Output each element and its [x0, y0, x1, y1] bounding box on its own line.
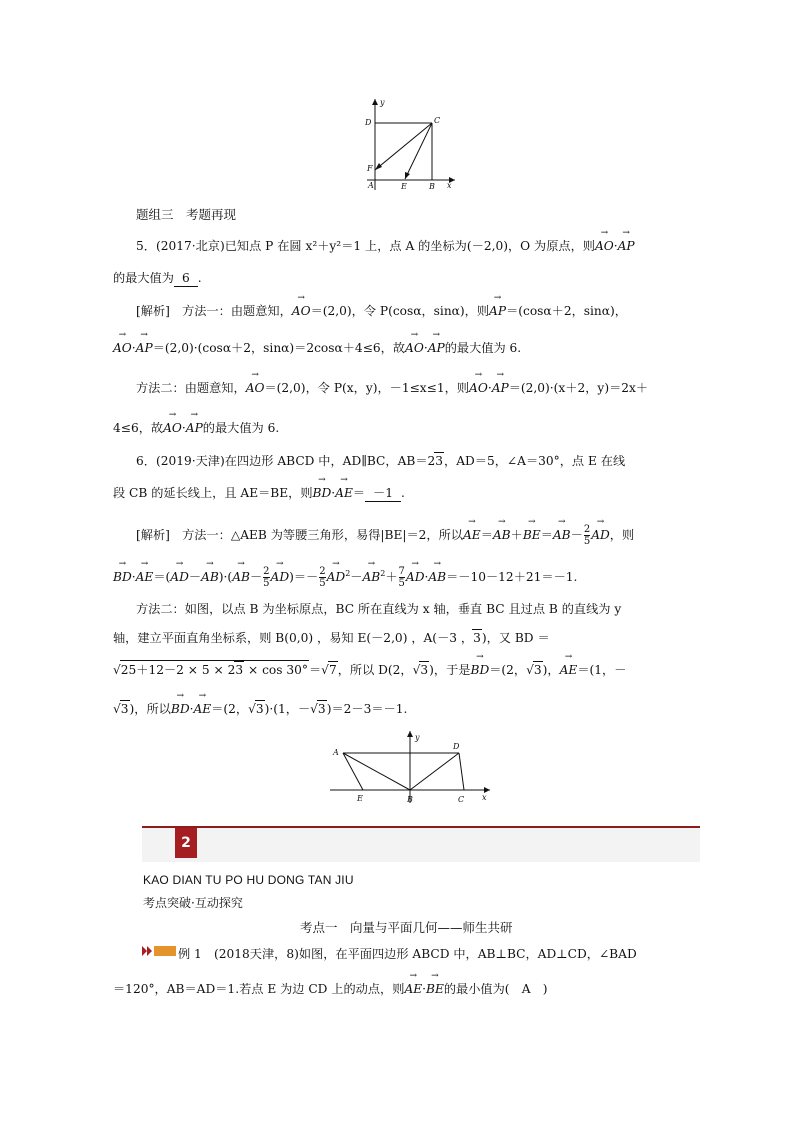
- fig2-label-A: A: [333, 748, 339, 757]
- fig1-label-A: A: [368, 181, 374, 190]
- fig2-label-C: C: [458, 795, 465, 804]
- fig2-label-E: E: [357, 794, 363, 803]
- section-title-cn: 考点突破·互动探究: [143, 896, 243, 910]
- q6-line1: 6．(2019·天津)在四边形 ABCD 中，AD∥BC，AB＝23，AD＝5，∠A＝30°，点 E 在线: [136, 454, 626, 468]
- example1-line2: ＝120°，AB＝AD＝1.若点 E 为边 CD 上的动点，则→ AE·→ BE的最小值为( A ): [113, 981, 548, 997]
- q5-line1: 5．(2017·北京)已知点 P 在圆 x²＋y²＝1 上，点 A 的坐标为(－2,0)，O 为原点，则→ AO·→ AP: [136, 238, 635, 254]
- fig1-label-x: x: [447, 181, 452, 190]
- fig1-label-y: y: [380, 98, 385, 107]
- q6-line2: 段 CB 的延长线上，且 AE＝BE，则→ BD·→ AE＝ －1 .: [113, 485, 405, 502]
- example-marker-icon: [142, 945, 176, 957]
- figure-square-vectors: [355, 95, 465, 195]
- section-banner-strip: [142, 828, 700, 862]
- section-pinyin: KAO DIAN TU PO HU DONG TAN JIU: [143, 873, 354, 887]
- fig2-label-y: y: [415, 733, 420, 742]
- figure-trapezoid-axes: [325, 728, 495, 808]
- q5-jiexi-line2: → AO·→ AP＝(2,0)·(cosα＋2，sinα)＝2cosα＋4≤6，故→ AO·→ AP的最大值为 6.: [113, 340, 521, 356]
- example1-line1: 例 1 (2018天津，8)如图，在平面四边形 ABCD 中，AB⊥BC，AD⊥CD，∠BAD: [178, 947, 637, 961]
- q6-answer: －1: [365, 485, 401, 502]
- section-number-badge: 2: [175, 828, 197, 858]
- q6-method2-line3: √25＋12－2 × 5 × 23 × cos 30°＝√7，所以 D(2，√3)，于是→ BD＝(2，√3)，→ AE＝(1，－: [113, 660, 626, 678]
- section-title: 题组三 考题再现: [136, 207, 237, 222]
- q5-answer: 6: [174, 270, 198, 287]
- q5-line2: 的最大值为 6 .: [113, 271, 202, 285]
- q5-method2-line2: 4≤6，故→ AO·→ AP的最大值为 6.: [113, 420, 279, 436]
- fig1-label-C: C: [434, 116, 441, 125]
- fig1-label-B: B: [429, 182, 435, 191]
- q6-jiexi-line1: [解析] 方法一：△AEB 为等腰三角形，易得|BE|＝2，所以→ AE＝→ AB＋→ BE＝→ AB－ $\frac{2}{5}$ → AD，则: [136, 524, 634, 547]
- fig1-label-E: E: [401, 182, 407, 191]
- q5-jiexi-line1: [解析] 方法一：由题意知，→ AO＝(2,0)，令 P(cosα，sinα)，则→ AP＝(cosα＋2，sinα)，: [136, 303, 627, 319]
- fig2-label-B: B: [407, 795, 413, 804]
- q6-method2-line2: 轴，建立平面直角坐标系，则 B(0,0) ，易知 E(－2,0) ，A(－3 ，3)，又 BD ＝: [113, 631, 550, 645]
- fig1-label-F: F: [367, 164, 373, 173]
- q6-method2-line1: 方法二：如图，以点 B 为坐标原点，BC 所在直线为 x 轴，垂直 BC 且过点 B 的直线为 y: [136, 602, 622, 616]
- topic-heading: 考点一 向量与平面几何——师生共研: [300, 920, 513, 935]
- fig1-label-D: D: [365, 118, 372, 127]
- q6-jiexi-line2: → BD·→ AE＝(→ AD－→ AB)·(→ AB－ $\frac{2}{5}$ → AD)＝－ $\frac{2}{5}$ → $AD^2-\to AB^2+$ $\frac{7}{5}$ → AD·→ AB＝－10－12＋21＝－1.: [113, 566, 577, 589]
- fig2-label-D: D: [453, 742, 460, 751]
- fig2-label-x: x: [482, 793, 487, 802]
- q5-method2-line1: 方法二：由题意知，→ AO＝(2,0)，令 P(x，y)，－1≤x≤1，则→ AO·→ AP＝(2,0)·(x＋2，y)＝2x＋: [136, 380, 648, 396]
- q6-method2-line4: √3)，所以→ BD·→ AE＝(2，√3)·(1，－√3)＝2－3＝－1.: [113, 700, 407, 717]
